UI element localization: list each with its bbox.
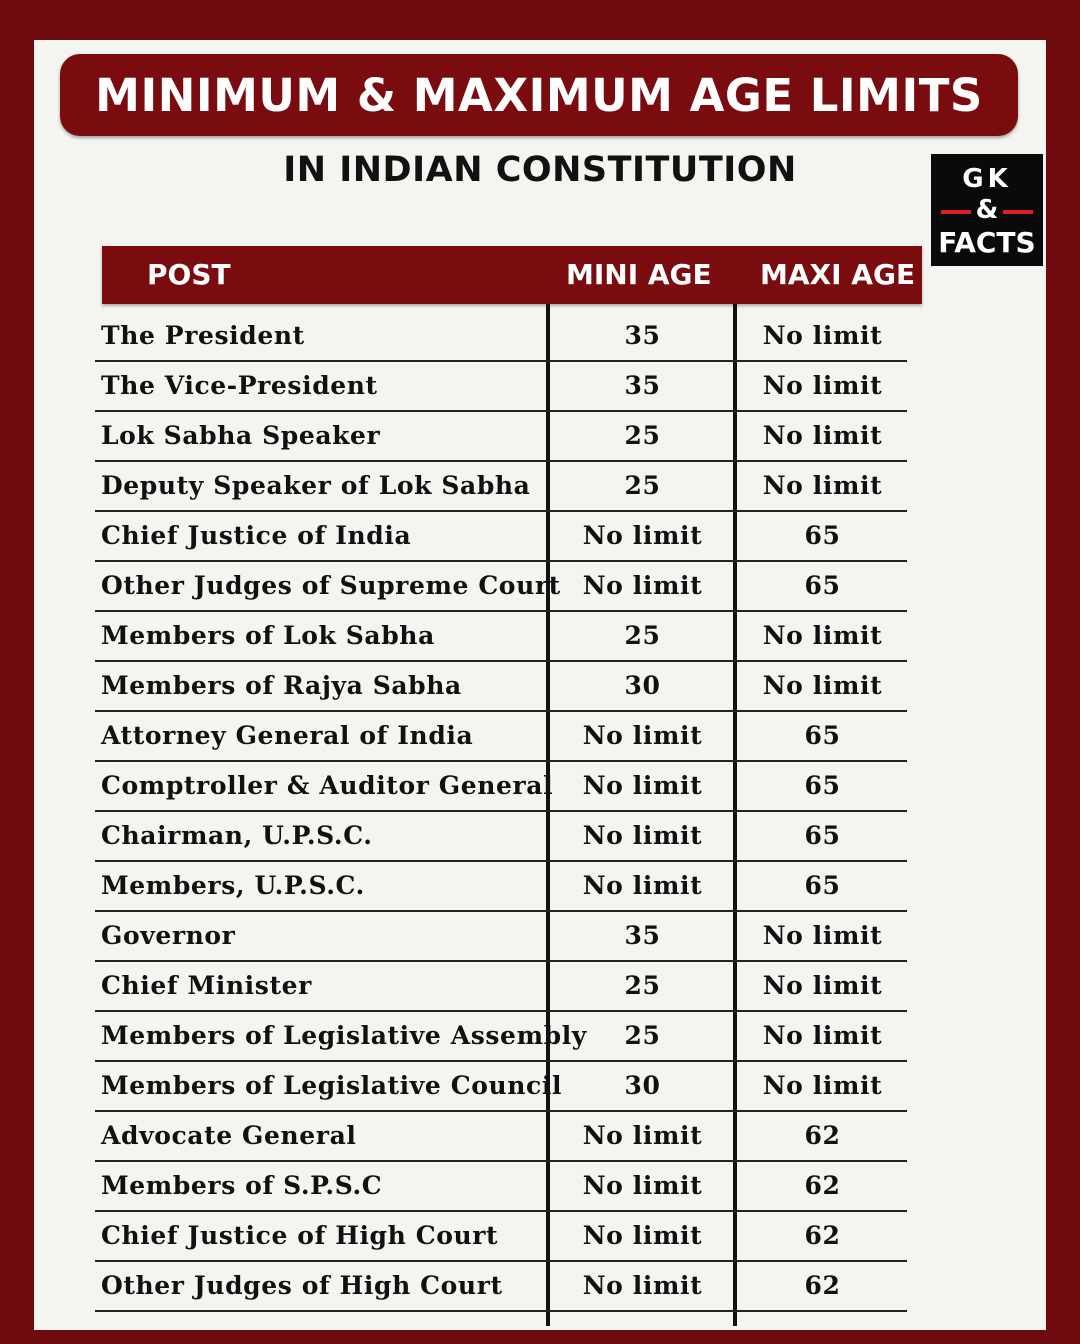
min-age-cell: 35 — [624, 371, 661, 400]
max-age-cell: 65 — [804, 721, 841, 750]
table-row — [95, 712, 907, 762]
min-age-cell: 25 — [624, 971, 661, 1000]
min-age-cell: 25 — [624, 471, 661, 500]
column-header-mini-age: MINI AGE — [566, 258, 712, 291]
table-row — [95, 912, 907, 962]
max-age-cell: 62 — [804, 1271, 841, 1300]
min-age-cell: No limit — [582, 1171, 703, 1200]
max-age-cell: 65 — [804, 771, 841, 800]
table-row — [95, 1262, 907, 1312]
table-row — [95, 862, 907, 912]
post-cell: Other Judges of High Court — [101, 1271, 503, 1300]
logo-line-3: FACTS — [938, 226, 1036, 259]
table-row — [95, 1012, 907, 1062]
min-age-cell: 25 — [624, 1021, 661, 1050]
min-age-cell: 35 — [624, 321, 661, 350]
post-cell: The President — [101, 321, 305, 350]
min-age-cell: No limit — [582, 771, 703, 800]
post-cell: Lok Sabha Speaker — [101, 421, 381, 450]
max-age-cell: No limit — [762, 471, 883, 500]
min-age-cell: No limit — [582, 571, 703, 600]
post-cell: Chief Justice of High Court — [101, 1221, 499, 1250]
min-age-cell: 25 — [624, 421, 661, 450]
table-row — [95, 412, 907, 462]
max-age-cell: 62 — [804, 1221, 841, 1250]
post-cell: Chief Justice of India — [101, 521, 412, 550]
logo-line-1: GK — [962, 164, 1012, 194]
post-cell: Members of Rajya Sabha — [101, 671, 462, 700]
min-age-cell: 30 — [624, 671, 661, 700]
min-age-cell: No limit — [582, 721, 703, 750]
table-row — [95, 1112, 907, 1162]
post-cell: Chief Minister — [101, 971, 312, 1000]
min-age-cell: No limit — [582, 821, 703, 850]
min-age-cell: No limit — [582, 1221, 703, 1250]
table-row — [95, 362, 907, 412]
post-cell: Other Judges of Supreme Court — [101, 571, 561, 600]
logo-dash-right — [1003, 210, 1033, 214]
logo-line-2: & — [975, 195, 999, 225]
max-age-cell: No limit — [762, 421, 883, 450]
min-age-cell: No limit — [582, 871, 703, 900]
min-age-cell: 25 — [624, 621, 661, 650]
max-age-cell: 65 — [804, 821, 841, 850]
max-age-cell: No limit — [762, 371, 883, 400]
table-row — [95, 312, 907, 362]
table-row — [95, 762, 907, 812]
max-age-cell: No limit — [762, 1071, 883, 1100]
post-cell: Members of Lok Sabha — [101, 621, 435, 650]
max-age-cell: 62 — [804, 1121, 841, 1150]
age-limits-table — [95, 312, 907, 1312]
table-row — [95, 1062, 907, 1112]
max-age-cell: No limit — [762, 621, 883, 650]
post-cell: Advocate General — [101, 1121, 357, 1150]
table-row — [95, 962, 907, 1012]
table-row — [95, 562, 907, 612]
max-age-cell: No limit — [762, 671, 883, 700]
table-row — [95, 812, 907, 862]
table-row — [95, 462, 907, 512]
post-cell: Members of Legislative Assembly — [101, 1021, 587, 1050]
max-age-cell: No limit — [762, 921, 883, 950]
post-cell: Chairman, U.P.S.C. — [101, 821, 373, 850]
table-header — [102, 246, 922, 304]
table-row — [95, 1162, 907, 1212]
max-age-cell: No limit — [762, 1021, 883, 1050]
gk-facts-logo — [931, 154, 1043, 266]
table-row — [95, 1212, 907, 1262]
page-title: MINIMUM & MAXIMUM AGE LIMITS — [95, 68, 983, 122]
max-age-cell: 65 — [804, 871, 841, 900]
table-row — [95, 512, 907, 562]
min-age-cell: No limit — [582, 521, 703, 550]
max-age-cell: No limit — [762, 321, 883, 350]
min-age-cell: No limit — [582, 1271, 703, 1300]
table-row — [95, 612, 907, 662]
post-cell: Governor — [101, 921, 236, 950]
page-subtitle: IN INDIAN CONSTITUTION — [283, 150, 797, 190]
column-header-maxi-age: MAXI AGE — [760, 258, 916, 291]
max-age-cell: 62 — [804, 1171, 841, 1200]
title-banner — [60, 54, 1018, 136]
max-age-cell: No limit — [762, 971, 883, 1000]
min-age-cell: 30 — [624, 1071, 661, 1100]
max-age-cell: 65 — [804, 521, 841, 550]
post-cell: The Vice-President — [101, 371, 378, 400]
post-cell: Attorney General of India — [101, 721, 474, 750]
max-age-cell: 65 — [804, 571, 841, 600]
post-cell: Members of Legislative Council — [101, 1071, 563, 1100]
post-cell: Members, U.P.S.C. — [101, 871, 365, 900]
post-cell: Comptroller & Auditor General — [101, 771, 554, 800]
post-cell: Members of S.P.S.C — [101, 1171, 383, 1200]
min-age-cell: No limit — [582, 1121, 703, 1150]
post-cell: Deputy Speaker of Lok Sabha — [101, 471, 531, 500]
table-row — [95, 662, 907, 712]
column-header-post: POST — [147, 258, 231, 291]
min-age-cell: 35 — [624, 921, 661, 950]
